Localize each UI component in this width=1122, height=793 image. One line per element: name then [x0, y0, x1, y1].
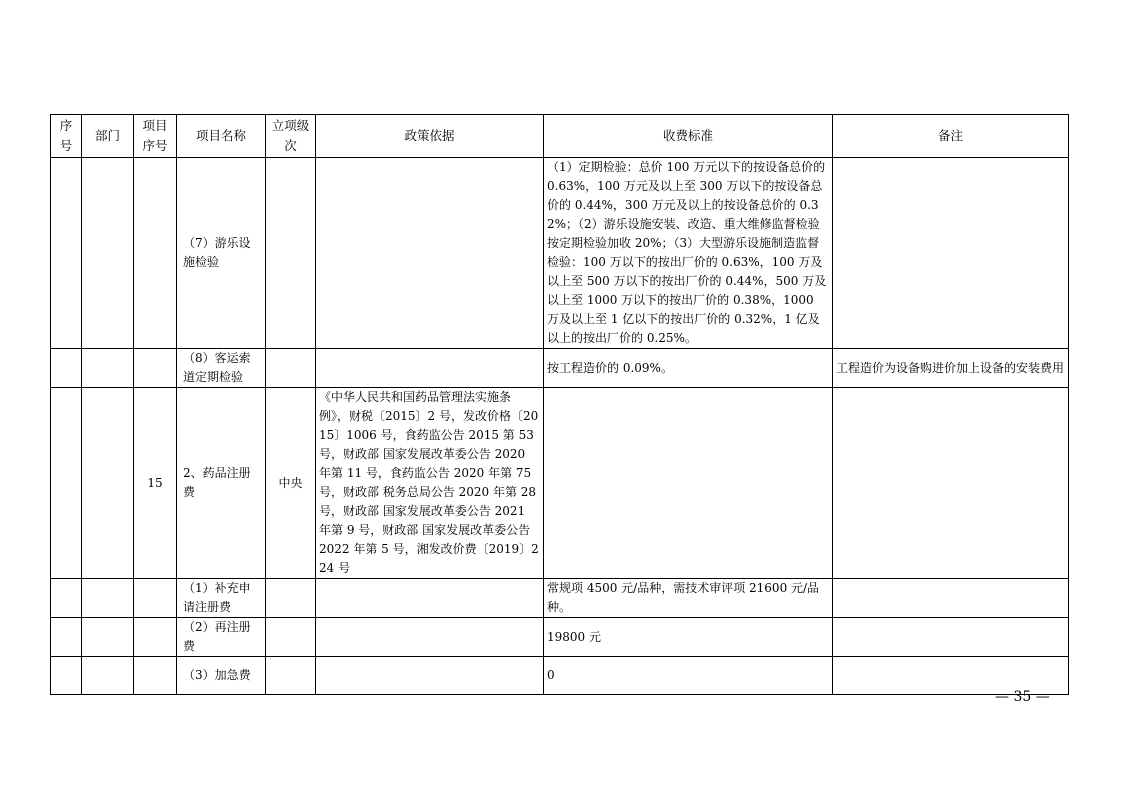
cell-remark — [833, 579, 1069, 618]
cell-policy — [316, 657, 544, 695]
cell-level — [266, 618, 316, 657]
cell-dept — [82, 618, 134, 657]
cell-remark — [833, 388, 1069, 579]
fee-table — [50, 114, 1069, 695]
header-item-seq: 项目序号 — [134, 115, 177, 158]
page-number: — 35 — — [995, 689, 1050, 705]
table-row — [51, 579, 1069, 618]
cell-dept — [82, 349, 134, 388]
cell-item-name: （7）游乐设施检验 — [177, 158, 266, 349]
header-remark: 备注 — [833, 115, 1069, 158]
cell-remark — [833, 158, 1069, 349]
cell-item-seq — [134, 158, 177, 349]
cell-item-name: （2）再注册费 — [177, 618, 266, 657]
cell-level — [266, 657, 316, 695]
header-policy: 政策依据 — [316, 115, 544, 158]
cell-item-seq — [134, 579, 177, 618]
table-header-row — [51, 115, 1069, 158]
header-item-name: 项目名称 — [177, 115, 266, 158]
cell-policy — [316, 579, 544, 618]
table-row — [51, 349, 1069, 388]
table-row — [51, 618, 1069, 657]
cell-dept — [82, 579, 134, 618]
cell-level — [266, 158, 316, 349]
cell-standard: 19800 元 — [544, 618, 833, 657]
cell-policy — [316, 618, 544, 657]
cell-dept — [82, 388, 134, 579]
cell-policy — [316, 158, 544, 349]
header-level: 立项级次 — [266, 115, 316, 158]
cell-item-seq — [134, 618, 177, 657]
table-row — [51, 657, 1069, 695]
cell-item-name: （3）加急费 — [177, 657, 266, 695]
cell-level — [266, 349, 316, 388]
cell-seq — [51, 388, 82, 579]
table-row — [51, 388, 1069, 579]
cell-item-seq — [134, 349, 177, 388]
cell-seq — [51, 349, 82, 388]
cell-standard: （1）定期检验：总价 100 万元以下的按设备总价的 0.63%，100 万元及以上至 300 万以下的按设备总价的 0.44%，300 万元及以上的按设备总价的 0.32%；（2）游乐设施安装、改造、重大维修监督检验按定期检验加收 20%；（3）大型游乐设施制造监督检验：100 万以下的按出厂价的 0.63%，100 万及以上至 500 万以下的按出厂价的 0.44%，500 万及以上至 1000 万以下的按出厂价的 0.38%，1000 万及以上至 1 亿以下的按出厂价的 0.32%，1 亿及以上的按出厂价的 0.25%。 — [544, 158, 833, 349]
cell-remark: 工程造价为设备购进价加上设备的安装费用 — [833, 349, 1069, 388]
header-seq: 序号 — [51, 115, 82, 158]
cell-seq — [51, 618, 82, 657]
cell-dept — [82, 657, 134, 695]
cell-seq — [51, 158, 82, 349]
cell-policy: 《中华人民共和国药品管理法实施条例》，财税〔2015〕2 号，发改价格〔2015〕1006 号，食药监公告 2015 第 53 号，财政部 国家发展改革委公告 2020 年第 11 号，食药监公告 2020 年第 75 号，财政部 税务总局公告 2020 年第 28 号，财政部 国家发展改革委公告 2021 年第 9 号，财政部 国家发展改革委公告 2022 年第 5 号，湘发改价费〔2019〕224 号 — [316, 388, 544, 579]
cell-remark — [833, 618, 1069, 657]
cell-item-seq: 15 — [134, 388, 177, 579]
header-dept: 部门 — [82, 115, 134, 158]
cell-seq — [51, 657, 82, 695]
cell-item-name: 2、药品注册费 — [177, 388, 266, 579]
cell-level: 中央 — [266, 388, 316, 579]
cell-dept — [82, 158, 134, 349]
cell-policy — [316, 349, 544, 388]
cell-item-name: （8）客运索道定期检验 — [177, 349, 266, 388]
cell-item-name: （1）补充申请注册费 — [177, 579, 266, 618]
cell-standard: 常规项 4500 元/品种，需技术审评项 21600 元/品种。 — [544, 579, 833, 618]
header-standard: 收费标准 — [544, 115, 833, 158]
cell-standard: 按工程造价的 0.09%。 — [544, 349, 833, 388]
cell-standard: 0 — [544, 657, 833, 695]
cell-standard — [544, 388, 833, 579]
cell-level — [266, 579, 316, 618]
cell-item-seq — [134, 657, 177, 695]
table-row — [51, 158, 1069, 349]
cell-seq — [51, 579, 82, 618]
